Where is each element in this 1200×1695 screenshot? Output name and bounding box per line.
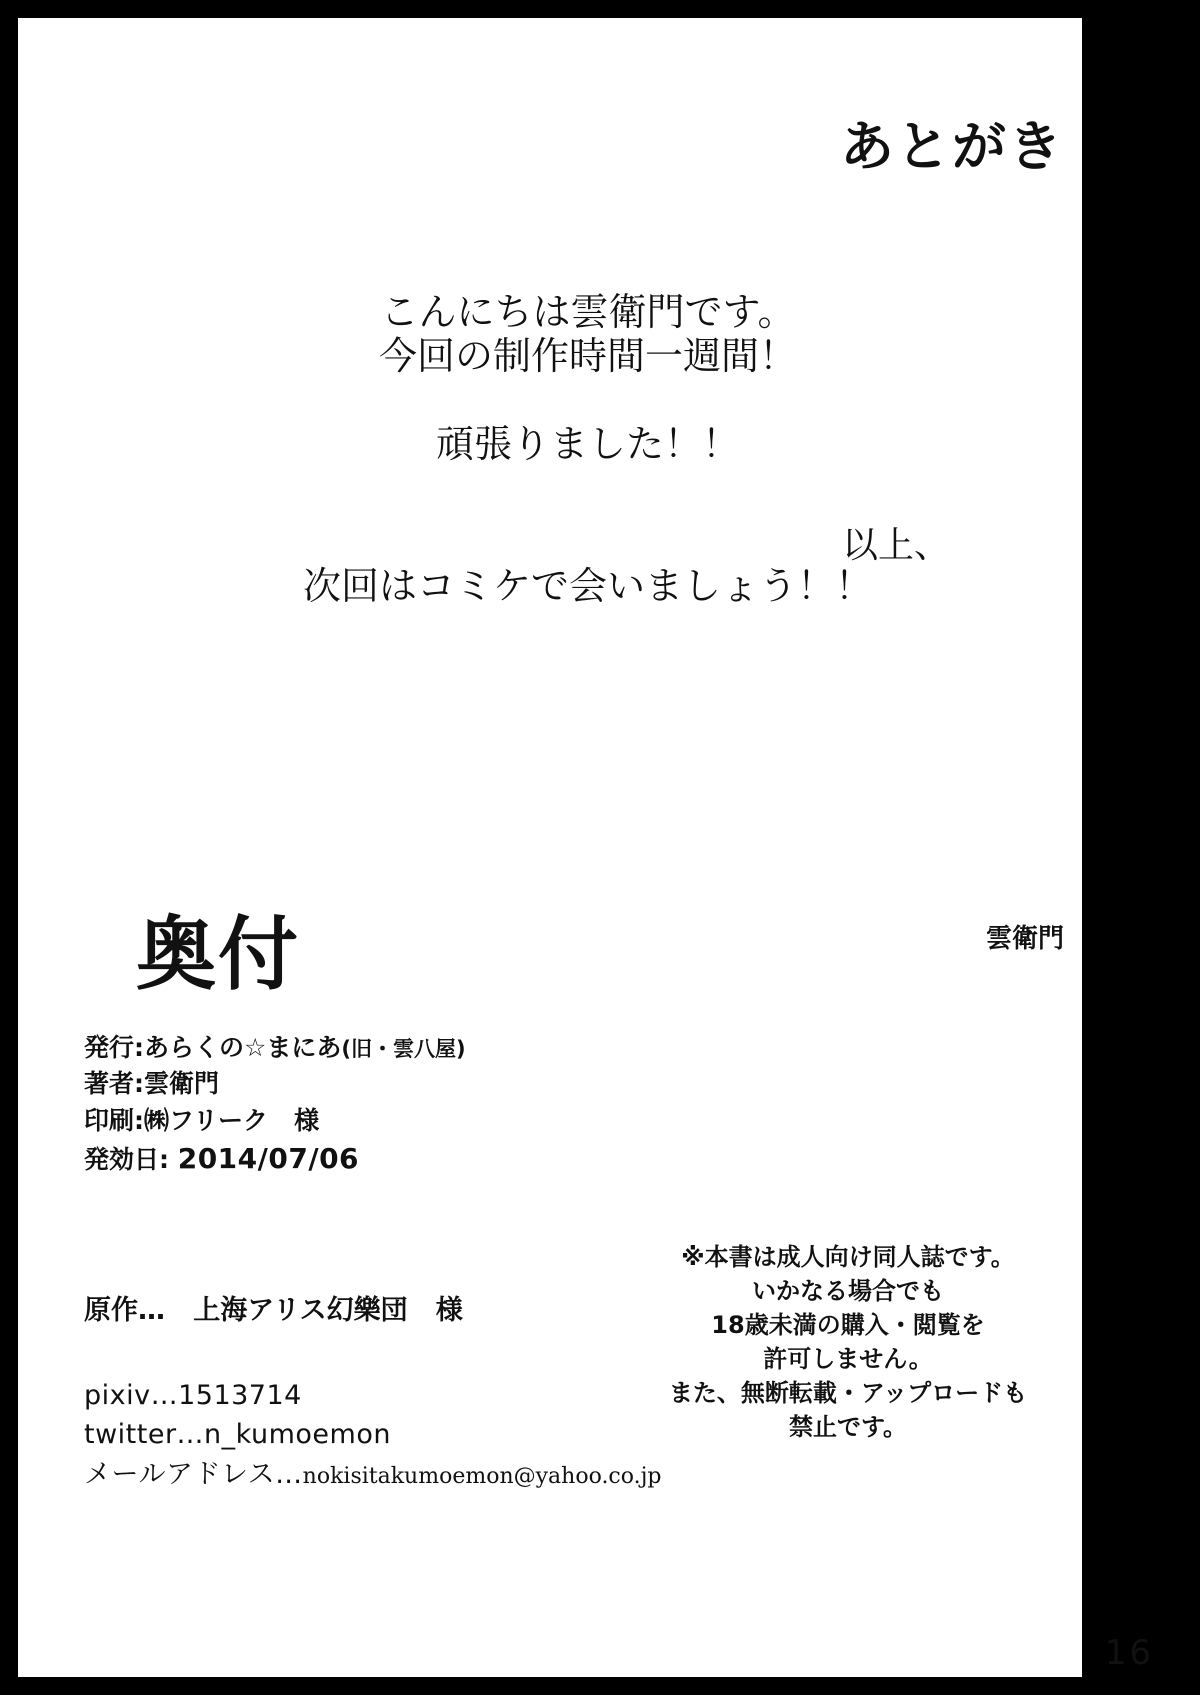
contact-pixiv: pixiv…1513714 — [84, 1380, 302, 1411]
date-value: 2014/07/06 — [177, 1141, 360, 1175]
age-notice-block — [648, 1240, 1048, 1444]
publisher-note: (旧・雲八屋) — [341, 1037, 466, 1061]
printer-label: 印刷: — [84, 1105, 144, 1135]
afterword-title: あとがき — [840, 115, 1064, 178]
notice-line-6: 禁止です。 — [788, 1413, 908, 1442]
afterword-spacer-1 — [138, 378, 1038, 422]
afterword-line-4: 以上、 — [841, 525, 950, 567]
colophon-details — [84, 1030, 466, 1179]
printer-value: ㈱フリーク — [144, 1105, 269, 1135]
colophon-row-printer — [84, 1103, 466, 1139]
afterword-line-1: こんにちは雲衛門です。 — [380, 290, 796, 334]
afterword-line-5: 次回はコミケで会いましょう！！ — [302, 564, 873, 609]
publisher-label: 発行: — [84, 1033, 144, 1062]
author-value: 雲衛門 — [144, 1069, 220, 1099]
afterword-spacer-2 — [138, 466, 1038, 516]
notice-line-2: いかなる場合でも — [752, 1277, 944, 1306]
contact-mail-value: nokisitakumoemon@yahoo.co.jp — [302, 1463, 662, 1489]
notice-line-3: 18歳未満の購入・閲覧を — [711, 1311, 985, 1340]
publisher-value: あらくの☆まにあ — [144, 1033, 342, 1062]
colophon-row-publisher — [84, 1030, 466, 1066]
notice-line-5: また、無断転載・アップロードも — [668, 1379, 1028, 1408]
printer-honorific: 様 — [294, 1105, 320, 1135]
page-number: 16 — [1104, 1633, 1154, 1673]
contact-mail — [84, 1455, 662, 1494]
contact-twitter: twitter…n_kumoemon — [84, 1419, 391, 1451]
afterword-line-3: 頑張りました！！ — [435, 422, 740, 467]
origin-honorific: 様 — [435, 1295, 463, 1326]
notice-line-1: ※本書は成人向け同人誌です。 — [681, 1243, 1015, 1271]
colophon-row-date — [84, 1139, 466, 1180]
date-label: 発効日: — [84, 1144, 169, 1174]
colophon-heading: 奥付 — [136, 908, 300, 1001]
afterword-line-2: 今回の制作時間一週間！ — [378, 334, 797, 379]
afterword-line-4-row — [138, 516, 1038, 567]
afterword-body — [138, 290, 1038, 608]
origin-line — [84, 1288, 463, 1327]
contact-mail-label: メールアドレス… — [84, 1458, 303, 1490]
colophon-row-author — [84, 1066, 466, 1102]
colophon-author-credit: 雲衛門 — [985, 924, 1064, 954]
origin-value: 上海アリス幻樂団 — [193, 1295, 408, 1326]
page-paper — [18, 18, 1082, 1677]
origin-label: 原作… — [84, 1295, 165, 1326]
contact-block — [84, 1376, 662, 1494]
notice-line-4: 許可しません。 — [763, 1345, 933, 1374]
author-label: 著者: — [84, 1069, 144, 1099]
origin-block — [84, 1288, 463, 1327]
